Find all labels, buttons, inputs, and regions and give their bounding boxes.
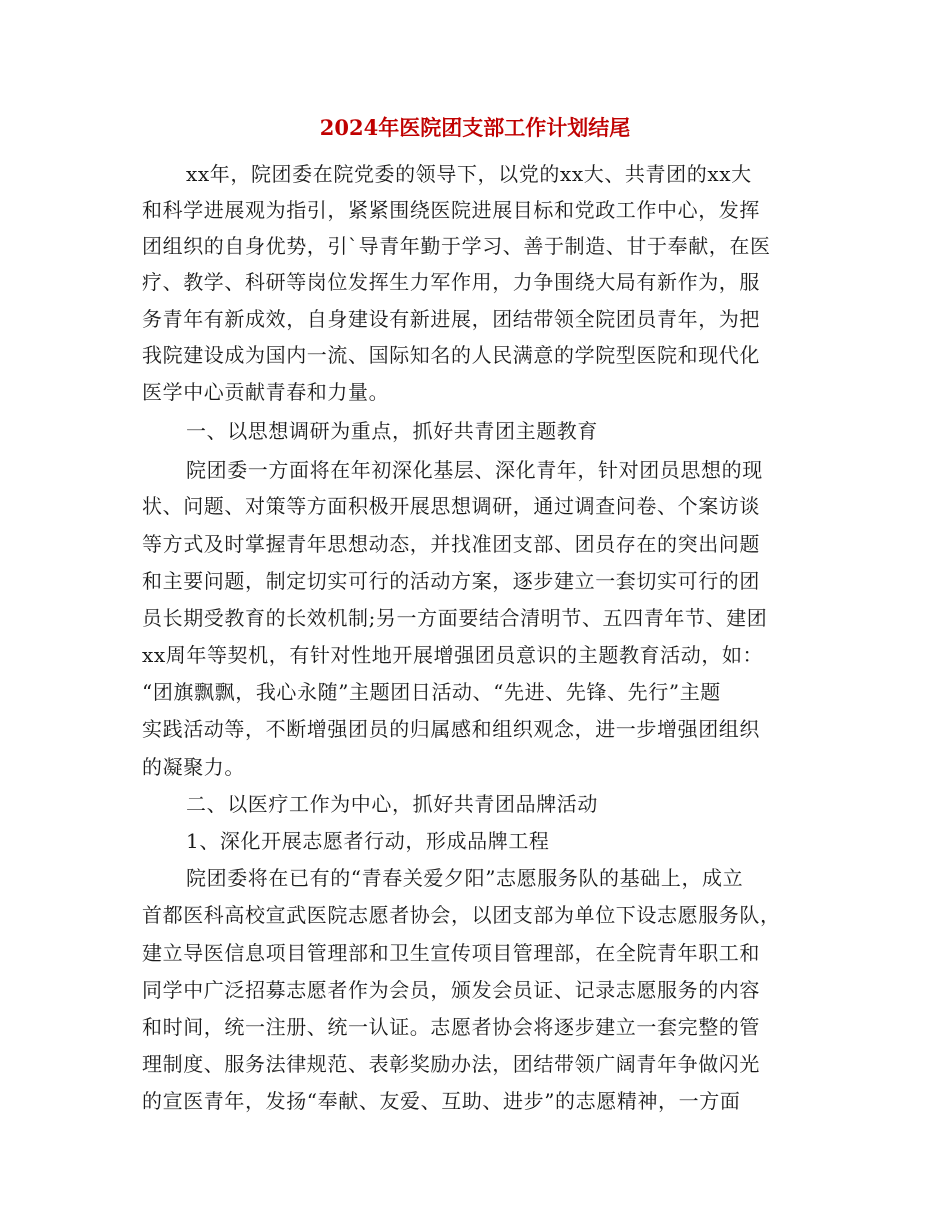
paragraph-line: 团组织的自身优势，引`导青年勤于学习、善于制造、甘于奉献，在医 [142, 234, 771, 258]
section-heading: 一、以思想调研为重点，抓好共青团主题教育 [186, 419, 598, 443]
paragraph-line: 院团委将在已有的“青春关爱夕阳”志愿服务队的基础上，成立 [186, 866, 744, 890]
paragraph-line: 理制度、服务法律规范、表彰奖励办法，团结带领广阔青年争做闪光 [142, 1052, 760, 1076]
section-heading: 二、以医疗工作为中心，抓好共青团品牌活动 [186, 792, 598, 816]
paragraph-line: 实践活动等，不断增强团员的归属感和组织观念，进一步增强团组织 [142, 717, 760, 741]
paragraph-line: 和时间，统一注册、统一认证。志愿者协会将逐步建立一套完整的管 [142, 1015, 760, 1039]
paragraph-line: 的凝聚力。 [142, 755, 245, 779]
paragraph-line: “团旗飘飘，我心永随”主题团日活动、“先进、先锋、先行”主题 [142, 680, 721, 704]
document-title: 2024年医院团支部工作计划结尾 [319, 115, 631, 140]
paragraph-line: xx年，院团委在院党委的领导下，以党的xx大、共青团的xx大 [186, 162, 752, 186]
paragraph-line: 医学中心贡献青春和力量。 [142, 380, 390, 404]
paragraph-line: xx周年等契机，有针对性地开展增强团员意识的主题教育活动，如： [142, 643, 764, 667]
paragraph-line: 状、问题、对策等方面积极开展思想调研，通过调查问卷、个案访谈 [142, 494, 760, 518]
paragraph-line: 和科学进展观为指引，紧紧围绕医院进展目标和党政工作中心，发挥 [142, 198, 760, 222]
paragraph-line: 的宣医青年，发扬“奉献、友爱、互助、进步”的志愿精神，一方面 [142, 1089, 741, 1113]
paragraph-line: 我院建设成为国内一流、国际知名的人民满意的学院型医院和现代化 [142, 343, 760, 367]
paragraph-line: 同学中广泛招募志愿者作为会员，颁发会员证、记录志愿服务的内容 [142, 978, 760, 1002]
paragraph-line: 院团委一方面将在年初深化基层、深化青年，针对团员思想的现 [186, 458, 763, 482]
paragraph-line: 疗、教学、科研等岗位发挥生力军作用，力争围绕大局有新作为，服 [142, 270, 760, 294]
paragraph-line: 等方式及时掌握青年思想动态，并找准团支部、团员存在的突出问题 [142, 532, 760, 556]
paragraph-line: 建立导医信息项目管理部和卫生宣传项目管理部，在全院青年职工和 [142, 941, 760, 965]
subsection-heading: 1、深化开展志愿者行动，形成品牌工程 [186, 829, 550, 853]
paragraph-line: 和主要问题，制定切实可行的活动方案，逐步建立一套切实可行的团 [142, 569, 760, 593]
paragraph-line: 首都医科高校宣武医院志愿者协会，以团支部为单位下设志愿服务队， [142, 903, 781, 927]
paragraph-line: 务青年有新成效，自身建设有新进展，团结带领全院团员青年，为把 [142, 307, 760, 331]
paragraph-line: 员长期受教育的长效机制;另一方面要结合清明节、五四青年节、建团 [142, 606, 768, 630]
